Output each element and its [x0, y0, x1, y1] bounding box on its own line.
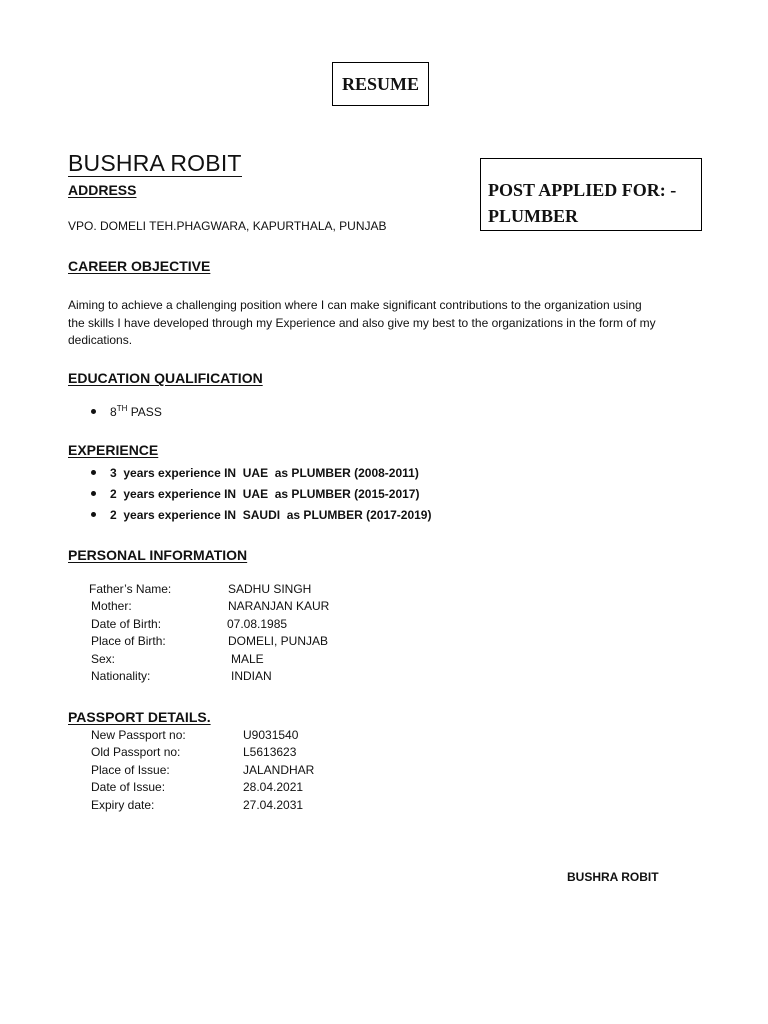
bullet-icon [91, 491, 96, 496]
career-objective-line: the skills I have developed through my Experience and also give my best to the organizations in the form of my [68, 315, 656, 330]
passport-label: Place of Issue: [91, 762, 170, 777]
resume-title: RESUME [341, 73, 419, 94]
career-objective-text [68, 297, 708, 350]
personal-info-label: Date of Birth: [91, 616, 162, 631]
personal-info-label: Place of Birth: [91, 634, 166, 649]
personal-info-heading: PERSONAL INFORMATION [68, 547, 248, 563]
education-item [91, 404, 162, 419]
personal-info-row [89, 598, 329, 615]
passport-label: Date of Issue: [91, 780, 166, 795]
personal-info-row [89, 616, 329, 633]
education-text: PASS [127, 405, 162, 419]
personal-info-row [89, 651, 329, 668]
personal-info-label: Father’s Name: [89, 582, 172, 596]
bullet-icon [91, 512, 96, 517]
personal-info-value: MALE [231, 651, 264, 666]
education-heading: EDUCATION QUALIFICATION [68, 370, 263, 386]
education-grade: 8 [110, 405, 117, 419]
passport-value: L5613623 [243, 745, 297, 760]
personal-info-value: 07.08.1985 [227, 616, 288, 631]
candidate-name: BUSHRA ROBIT [68, 150, 242, 176]
career-objective-line: Aiming to achieve a challenging position where I can make significant contributions to the organization using [68, 298, 642, 312]
passport-row [91, 779, 314, 796]
personal-info-row [89, 633, 329, 650]
personal-info-value: NARANJAN KAUR [228, 599, 330, 614]
signature-name: BUSHRA ROBIT [567, 870, 659, 884]
resume-title-box [332, 62, 429, 106]
personal-info-value: DOMELI, PUNJAB [228, 634, 329, 649]
personal-info-label: Mother: [91, 599, 132, 614]
personal-info-value: SADHU SINGH [228, 582, 312, 596]
education-grade-suffix: TH [116, 404, 128, 413]
post-applied-box [480, 158, 702, 231]
career-objective-line: dedications. [68, 333, 133, 347]
passport-table [91, 727, 314, 814]
personal-info-label: Nationality: [91, 668, 151, 683]
passport-label: Expiry date: [91, 797, 155, 812]
personal-info-table [89, 581, 329, 685]
personal-info-row [89, 581, 329, 598]
passport-row [91, 744, 314, 761]
passport-row [91, 797, 314, 814]
passport-value: 27.04.2031 [243, 797, 304, 812]
passport-value: JALANDHAR [243, 762, 315, 777]
personal-info-label: Sex: [91, 651, 116, 666]
experience-list [91, 465, 431, 528]
passport-value: 28.04.2021 [243, 780, 304, 795]
passport-label: New Passport no: [91, 728, 186, 742]
bullet-icon [91, 470, 96, 475]
passport-label: Old Passport no: [91, 745, 181, 760]
experience-heading: EXPERIENCE [68, 442, 159, 458]
experience-item: 2 years experience IN UAE as PLUMBER (2015-2017) [91, 486, 431, 507]
passport-row [91, 762, 314, 779]
address-text: VPO. DOMELI TEH.PHAGWARA, KAPURTHALA, PUNJAB [68, 219, 387, 233]
experience-item: 3 years experience IN UAE as PLUMBER (2008-2011) [91, 465, 431, 486]
career-objective-heading: CAREER OBJECTIVE [68, 258, 211, 274]
bullet-icon [91, 409, 96, 414]
post-applied-value: PLUMBER [488, 206, 578, 226]
address-heading: ADDRESS [68, 182, 137, 198]
post-applied-label: POST APPLIED FOR: - [488, 180, 677, 200]
passport-row [91, 727, 314, 744]
passport-heading: PASSPORT DETAILS. [68, 709, 211, 725]
passport-value: U9031540 [243, 728, 299, 742]
personal-info-row [89, 668, 329, 685]
personal-info-value: INDIAN [231, 668, 272, 683]
experience-item: 2 years experience IN SAUDI as PLUMBER (2017-2019) [91, 507, 431, 528]
